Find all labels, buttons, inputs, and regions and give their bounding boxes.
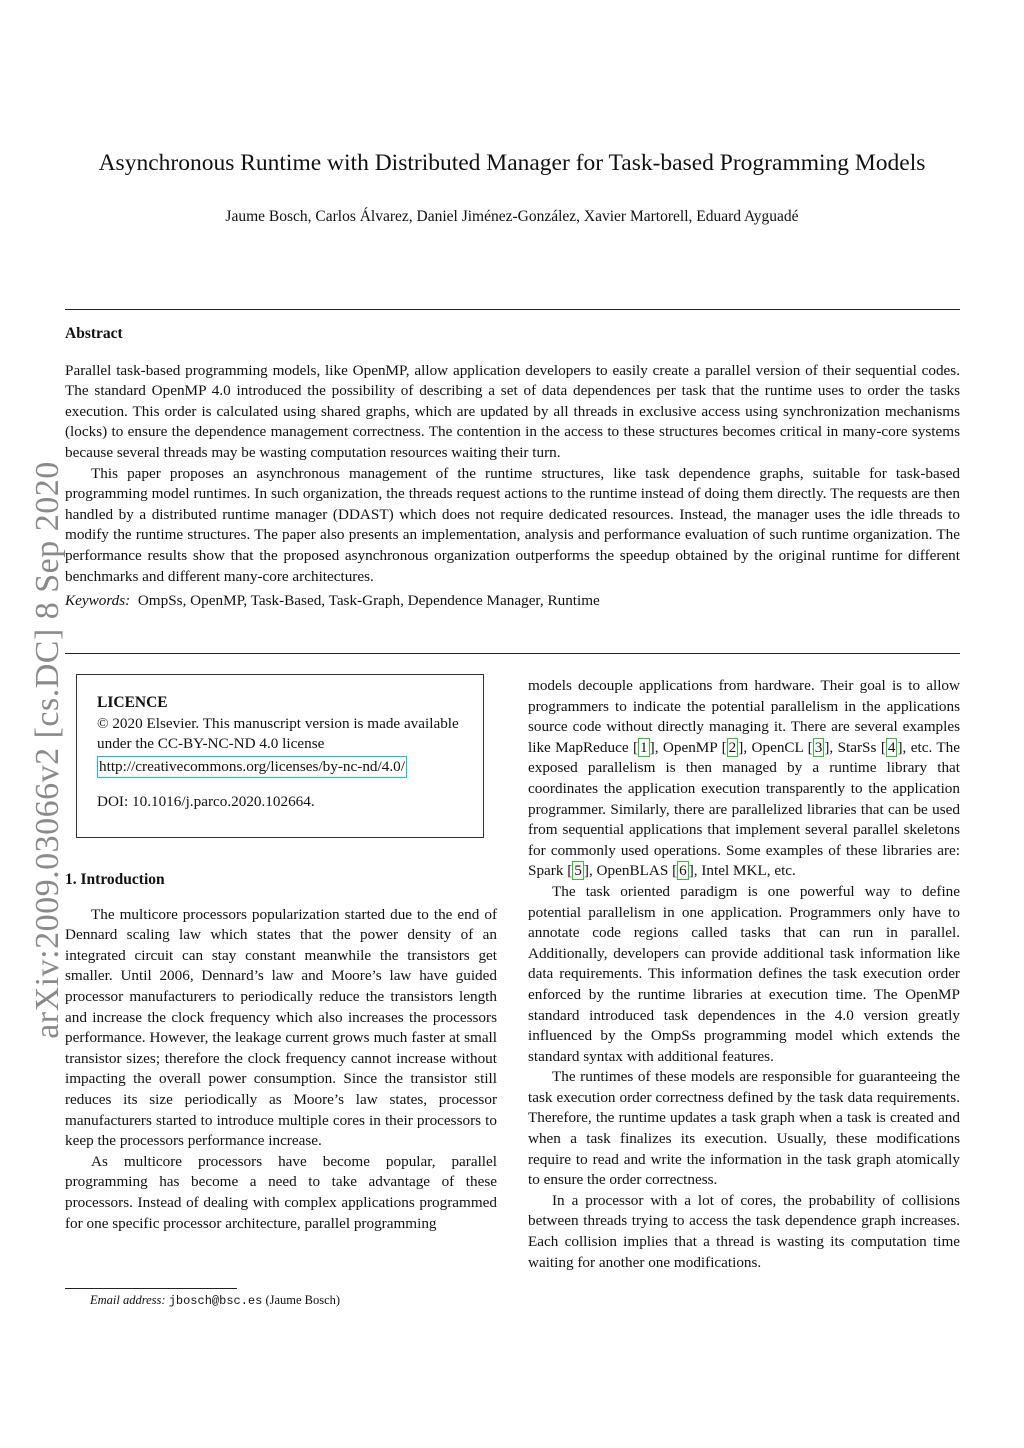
keywords-list: OmpSs, OpenMP, Task-Based, Task-Graph, Dependence Manager, Runtime (137, 592, 600, 610)
arxiv-identifier: arXiv:2009.03066v2 [cs.DC] 8 Sep 2020 (29, 461, 66, 1039)
citation-link-6[interactable]: 6 (679, 862, 687, 880)
abstract-section (65, 324, 960, 612)
citation-link-5[interactable]: 5 (574, 862, 582, 880)
licence-copyright: © 2020 Elsevier. This manuscript version is made available under the CC-BY-NC-ND 4.0 license (97, 714, 459, 753)
right-paragraph-1: models decouple applications from hardware. Their goal is to allow programmers to indicate the potential parallelism in the applications source code without directly managing it. There are several examples like MapReduce [ 1 ], OpenMP [ 2 ], OpenCL [ 3 ], StarSs [ 4 ], etc. The exposed parallelism is then managed by a runtime library that coordinates the application execution transparently to the application programmer. Similarly, there are parallelized libraries that can be used from sequential applications that implement several parallel skeletons for commonly used operations. Some examples of these libraries are: Spark [ 5 ], OpenBLAS [ 6 ], Intel MKL, etc. (528, 677, 960, 880)
abstract-paragraph-1: Parallel task-based programming models, like OpenMP, allow application developers to easily create a parallel version of their sequential codes. The standard OpenMP 4.0 introduced the possibility of describing a set of data dependences per task that the runtime uses to order the tasks execution. This order is calculated using shared graphs, which are updated by all threads in exclusive access using synchronization mechanisms (locks) to ensure the dependence management correctness. The contention in the access to these structures becomes critical in many-core systems because several threads may be wasting computation resources waiting their turn. (65, 361, 960, 461)
licence-url-link[interactable]: http://creativecommons.org/licenses/by-nc-nd/4.0/ (97, 756, 407, 779)
keywords-line (65, 591, 960, 612)
email-address[interactable]: jbosch@bsc.es (168, 1294, 263, 1308)
intro-body (65, 905, 497, 1235)
abstract-heading: Abstract (65, 325, 123, 342)
intro-paragraph-1: The multicore processors popularization started due to the end of Dennard scaling law which states that the power density of an integrated circuit can stay constant meanwhile the transistors get smaller. Until 2006, Dennard’s law and Moore’s law have guided processor manufacturers to periodically reduce the transistors length and increase the clock frequency which also increases the processors performance. However, the leakage current grows much faster at small transistor sizes; therefore the clock frequency cannot increase without impacting the overall power consumption. Since the transistor still reduces its size periodically as Moore’s law states, processor manufacturers started to introduce multiple cores in their processors to keep the processors performance increase. (65, 905, 497, 1150)
footnote-rule (65, 1288, 237, 1289)
email-owner: (Jaume Bosch) (265, 1293, 341, 1307)
intro-heading: 1. Introduction (65, 871, 165, 888)
paper-title: Asynchronous Runtime with Distributed Manager for Task-based Programming Models (98, 150, 926, 176)
text-span: , Intel MKL, etc. (693, 862, 796, 880)
citation-link-3[interactable]: 3 (814, 738, 823, 756)
footnote (90, 1293, 340, 1308)
author-list: Jaume Bosch, Carlos Álvarez, Daniel Jiménez-González, Xavier Martorell, Eduard Ayguadé (225, 208, 799, 225)
text-span: , etc. The exposed parallelism is then managed by a runtime library that coordinates the application execution transparently to the application programmer. Similarly, there are parallelized libraries that can be used from sequential applications that implement several parallel skeletons for commonly used operations. Some examples of these libraries are: Spark (528, 738, 960, 880)
abstract-bottom-rule (65, 653, 960, 654)
email-label: Email address: (90, 1293, 166, 1307)
licence-box (76, 674, 484, 838)
right-column (528, 676, 960, 1273)
licence-heading: LICENCE (97, 694, 168, 711)
intro-paragraph-2: As multicore processors have become popular, parallel programming has become a need to take advantage of these processors. Instead of dealing with complex applications programmed for one specific processor architecture, parallel programming (65, 1152, 497, 1232)
abstract-paragraph-2: This paper proposes an asynchronous management of the runtime structures, like task dependence graphs, suitable for task-based programming model runtimes. In such organization, the threads request actions to the runtime instead of doing them directly. The requests are then handled by a distributed runtime manager (DDAST) which does not require dedicated resources. Instead, the manager uses the idle threads to modify the runtime structures. The paper also presents an implementation, analysis and performance evaluation of such runtime organization. The performance results show that the proposed asynchronous organization outperforms the speedup obtained by the original runtime for different benchmarks and different many-core architectures. (65, 464, 960, 585)
text-span: , OpenCL (743, 738, 808, 756)
citation-link-1[interactable]: 1 (640, 738, 648, 756)
licence-doi: DOI: 10.1016/j.parco.2020.102664. (97, 793, 315, 811)
keywords-label: Keywords: (65, 592, 131, 610)
text-span: , OpenBLAS (588, 862, 673, 880)
text-span: , StarSs (829, 738, 881, 756)
left-column (65, 674, 497, 1234)
right-paragraph-4: In a processor with a lot of cores, the probability of collisions between threads trying to access the task dependence graph increases. Each collision implies that a thread is wasting its computation time waiting for another one modifications. (528, 1191, 960, 1271)
right-paragraph-3: The runtimes of these models are responsible for guaranteeing the task execution order correctness defined by the task data requirements. Therefore, the runtime updates a task graph when a task is created and when a task finalizes its execution. Usually, these modifications require to read and write the information in the task graph atomically to ensure the order correctness. (528, 1068, 960, 1189)
top-rule (65, 309, 960, 310)
text-span: , OpenMP (654, 738, 722, 756)
citation-link-4[interactable]: 4 (887, 738, 896, 756)
right-paragraph-2: The task oriented paradigm is one powerful way to define potential parallelism in one application. Programmers only have to annotate code regions called tasks that can run in parallel. Additionally, developers can provide additional task information like data requirements. This information defines the task execution order enforced by the runtime libraries at execution time. The OpenMP standard introduced task dependences in the 4.0 version greatly influenced by the OmpSs programming model which extends the standard syntax with additional features. (528, 882, 960, 1065)
text-span: models decouple applications from hardware. Their goal is to allow programmers to indicate the potential parallelism in the applications source code without directly managing it. There are several examples like MapReduce (528, 677, 960, 756)
citation-link-2[interactable]: 2 (728, 738, 737, 756)
